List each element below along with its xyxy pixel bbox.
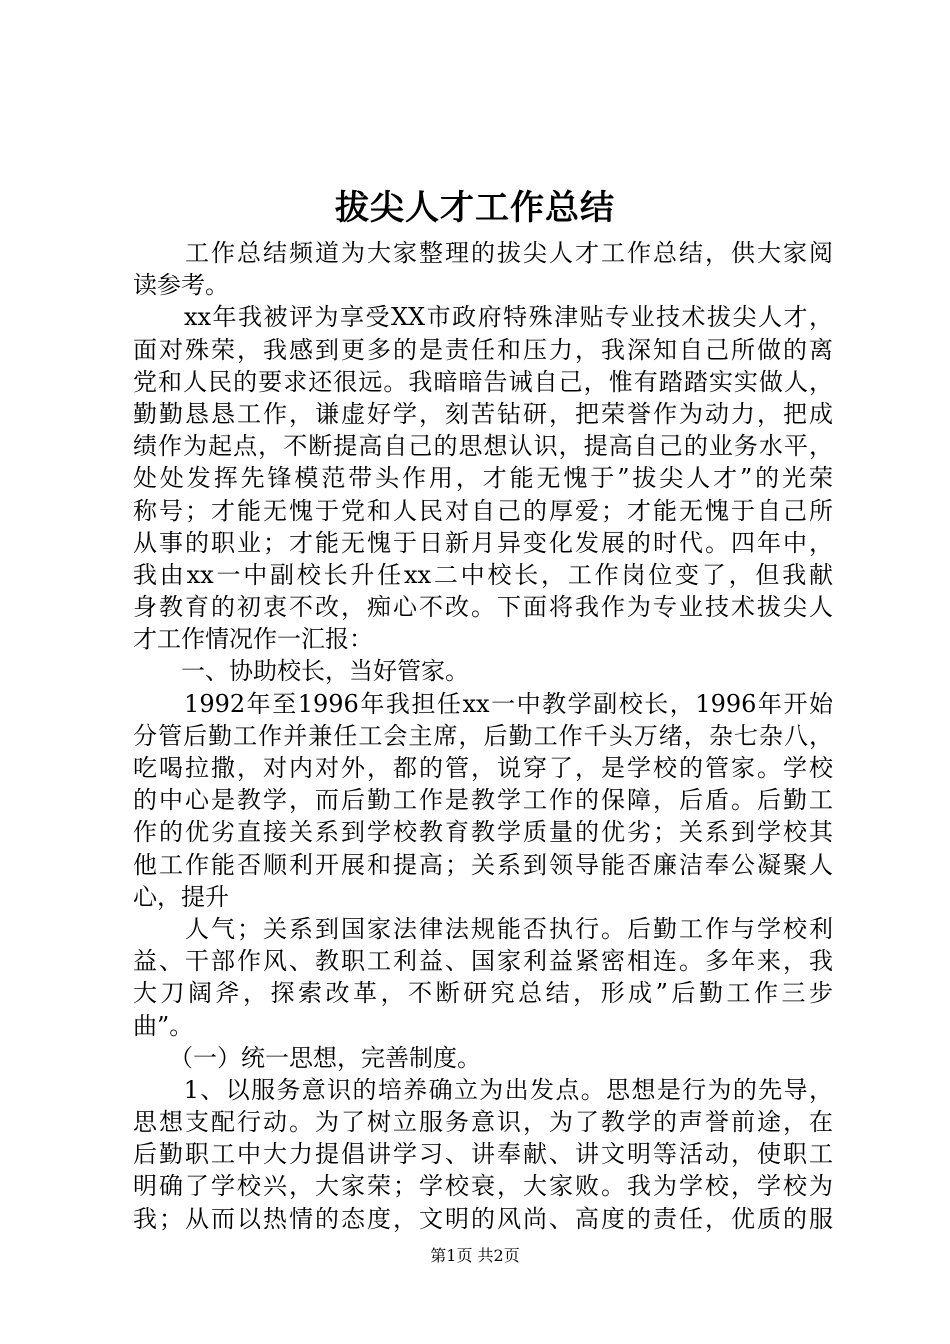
text-line: xx年我被评为享受XX市政府特殊津贴专业技术拔尖人才，: [133, 303, 833, 332]
subsection-heading: （一）统一思想，完善制度。: [133, 1043, 481, 1072]
document-title: 拔尖人才工作总结: [335, 188, 615, 228]
text-line: 后勤职工中大力提倡讲学习、讲奉献、讲文明等活动，使职工: [133, 1140, 833, 1169]
text-line: 益、干部作风、教职工利益、国家利益紧密相连。多年来，我: [133, 947, 833, 976]
text-line: 处处发挥先锋模范带头作用，才能无愧于”拔尖人才”的光荣: [133, 464, 833, 493]
text-line: 大刀阔斧，探索改革，不断研究总结，形成”后勤工作三步: [133, 979, 833, 1008]
page-footer: 第1页 共2页: [430, 1246, 520, 1265]
text-line: 思想支配行动。为了树立服务意识，为了教学的声誉前途，在: [133, 1108, 833, 1137]
text-line: 人气；关系到国家法律法规能否执行。后勤工作与学校利: [133, 914, 833, 943]
text-line: 我；从而以热情的态度，文明的风尚、高度的责任，优质的服: [133, 1204, 833, 1233]
text-line: 勤勤恳恳工作，谦虚好学，刻苦钻研，把荣誉作为动力，把成: [133, 399, 833, 428]
text-line: 我由xx一中副校长升任xx二中校长，工作岗位变了，但我献: [133, 560, 833, 589]
text-line: 作的优劣直接关系到学校教育教学质量的优劣；关系到学校其: [133, 818, 833, 847]
text-line: 身教育的初衷不改，痴心不改。下面将我作为专业技术拔尖人: [133, 593, 833, 622]
document-body: [133, 237, 833, 1235]
text-line: 称号；才能无愧于党和人民对自己的厚爱；才能无愧于自己所: [133, 496, 833, 525]
text-line: 的中心是教学，而后勤工作是教学工作的保障，后盾。后勤工: [133, 786, 833, 815]
text-line: 绩作为起点，不断提高自己的思想认识，提高自己的业务水平，: [133, 432, 833, 461]
section-heading: 一、协助校长，当好管家。: [133, 657, 469, 686]
text-line: 分管后勤工作并兼任工会主席，后勤工作千头万绪，杂七杂八，: [133, 721, 833, 750]
text-line: 曲”。: [133, 1011, 194, 1040]
text-line: 党和人民的要求还很远。我暗暗告诫自己，惟有踏踏实实做人，: [133, 367, 833, 396]
text-line: 1992年至1996年我担任xx一中教学副校长，1996年开始: [133, 689, 833, 718]
text-line: 读参考。: [133, 271, 229, 300]
text-line: 心，提升: [133, 882, 229, 911]
text-line: 面对殊荣，我感到更多的是责任和压力，我深知自己所做的离: [133, 335, 833, 364]
text-line: 他工作能否顺利开展和提高；关系到领导能否廉洁奉公凝聚人: [133, 850, 833, 879]
text-line: 明确了学校兴，大家荣；学校衰，大家败。我为学校，学校为: [133, 1172, 833, 1201]
text-line: 吃喝拉撒，对内对外，都的管，说穿了，是学校的管家。学校: [133, 754, 833, 782]
text-line: 从事的职业；才能无愧于日新月异变化发展的时代。四年中，: [133, 528, 833, 557]
text-line: 才工作情况作一汇报：: [133, 625, 373, 654]
text-line: 工作总结频道为大家整理的拔尖人才工作总结，供大家阅: [133, 239, 833, 267]
text-line: 1、以服务意识的培养确立为出发点。思想是行为的先导，: [133, 1075, 833, 1104]
